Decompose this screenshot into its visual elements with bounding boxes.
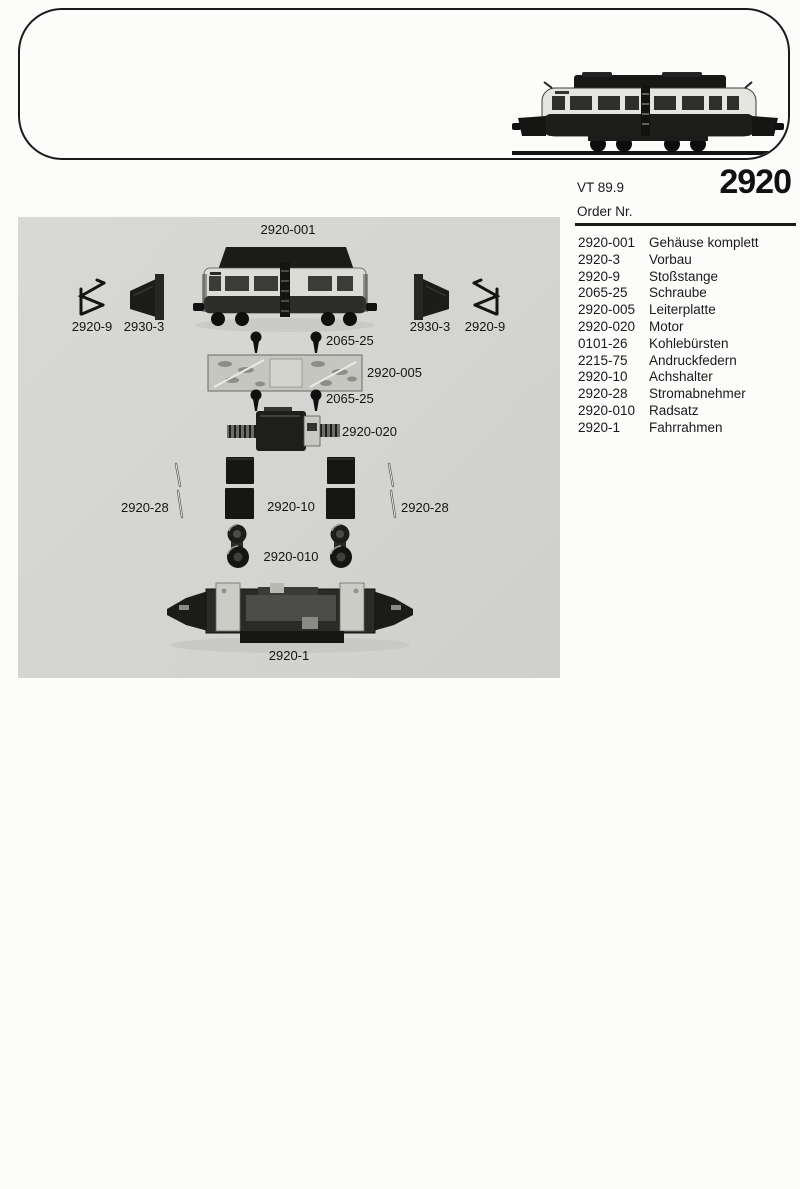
parts-row [578,386,796,403]
part-number: 0101-26 [578,335,628,351]
photo-label-bumper-left: 2920-9 [71,319,113,334]
parts-row [578,353,796,370]
part-number: 2215-75 [578,352,628,368]
parts-row [578,302,796,319]
photo-label-axle-holders: 2920-10 [267,499,315,514]
parts-row [578,235,796,252]
part-name: Schraube [649,285,707,301]
photo-label-screws-top: 2065-25 [326,333,374,348]
part-name: Gehäuse komplett [649,235,759,250]
parts-row [578,403,796,420]
part-name: Motor [649,318,684,334]
part-name: Stromabnehmer [649,386,746,402]
order-divider [575,223,796,226]
part-screws-top [251,332,322,354]
photo-label-front-right: 2930-3 [409,319,451,334]
part-springs-left [176,464,182,517]
photo-label-spring-right: 2920-28 [401,500,449,515]
parts-row [578,336,796,353]
part-chassis [167,583,413,643]
photo-label-bumper-right: 2920-9 [464,319,506,334]
product-number: 2920 [719,163,791,201]
railbus-photo [512,66,784,158]
part-circuit-board [208,355,362,391]
photo-label-spring-left: 2920-28 [121,500,169,515]
part-body [193,247,377,326]
photo-label-circuit-board: 2920-005 [367,365,422,380]
part-motor [227,407,340,451]
part-name: Vorbau [649,251,692,267]
part-number: 2920-3 [578,251,621,267]
part-number: 2920-28 [578,386,628,402]
parts-row [578,420,796,437]
photo-label-motor: 2920-020 [342,424,397,439]
parts-table [578,235,796,437]
photo-label-wheelsets: 2920-010 [263,549,319,564]
part-name: Fahrrahmen [649,419,723,435]
part-number: 2920-1 [578,419,621,435]
part-bumper-right [474,280,497,314]
photo-label-front-left: 2930-3 [123,319,165,334]
part-name: Kohlebürsten [649,335,729,351]
part-name: Radsatz [649,402,699,418]
header-box [18,8,790,160]
part-number: 2065-25 [578,285,628,301]
part-name: Achshalter [649,369,713,385]
parts-row [578,285,796,302]
part-bumper-left [81,280,104,314]
parts-row [578,369,796,386]
order-heading: Order Nr. [577,204,633,219]
parts-row [578,269,796,286]
part-number: 2920-001 [578,235,636,250]
exploded-parts-drawing [18,217,560,678]
part-name: Leiterplatte [649,302,716,318]
photo-label-chassis: 2920-1 [268,648,310,663]
photo-label-body: 2920-001 [260,222,316,237]
part-number: 2920-010 [578,402,636,418]
part-front-left [130,274,164,320]
part-number: 2920-10 [578,369,628,385]
part-name: Andruckfedern [649,352,737,368]
part-name: Stoßstange [649,268,719,284]
part-springs-right [389,464,395,517]
parts-row [578,252,796,269]
part-front-right [414,274,449,320]
part-number: 2920-9 [578,268,621,284]
parts-row [578,319,796,336]
exploded-photo [18,217,560,678]
part-number: 2920-020 [578,318,636,334]
part-number: 2920-005 [578,302,636,318]
photo-label-screws-bottom: 2065-25 [326,391,374,406]
model-designation: VT 89.9 [577,180,625,195]
